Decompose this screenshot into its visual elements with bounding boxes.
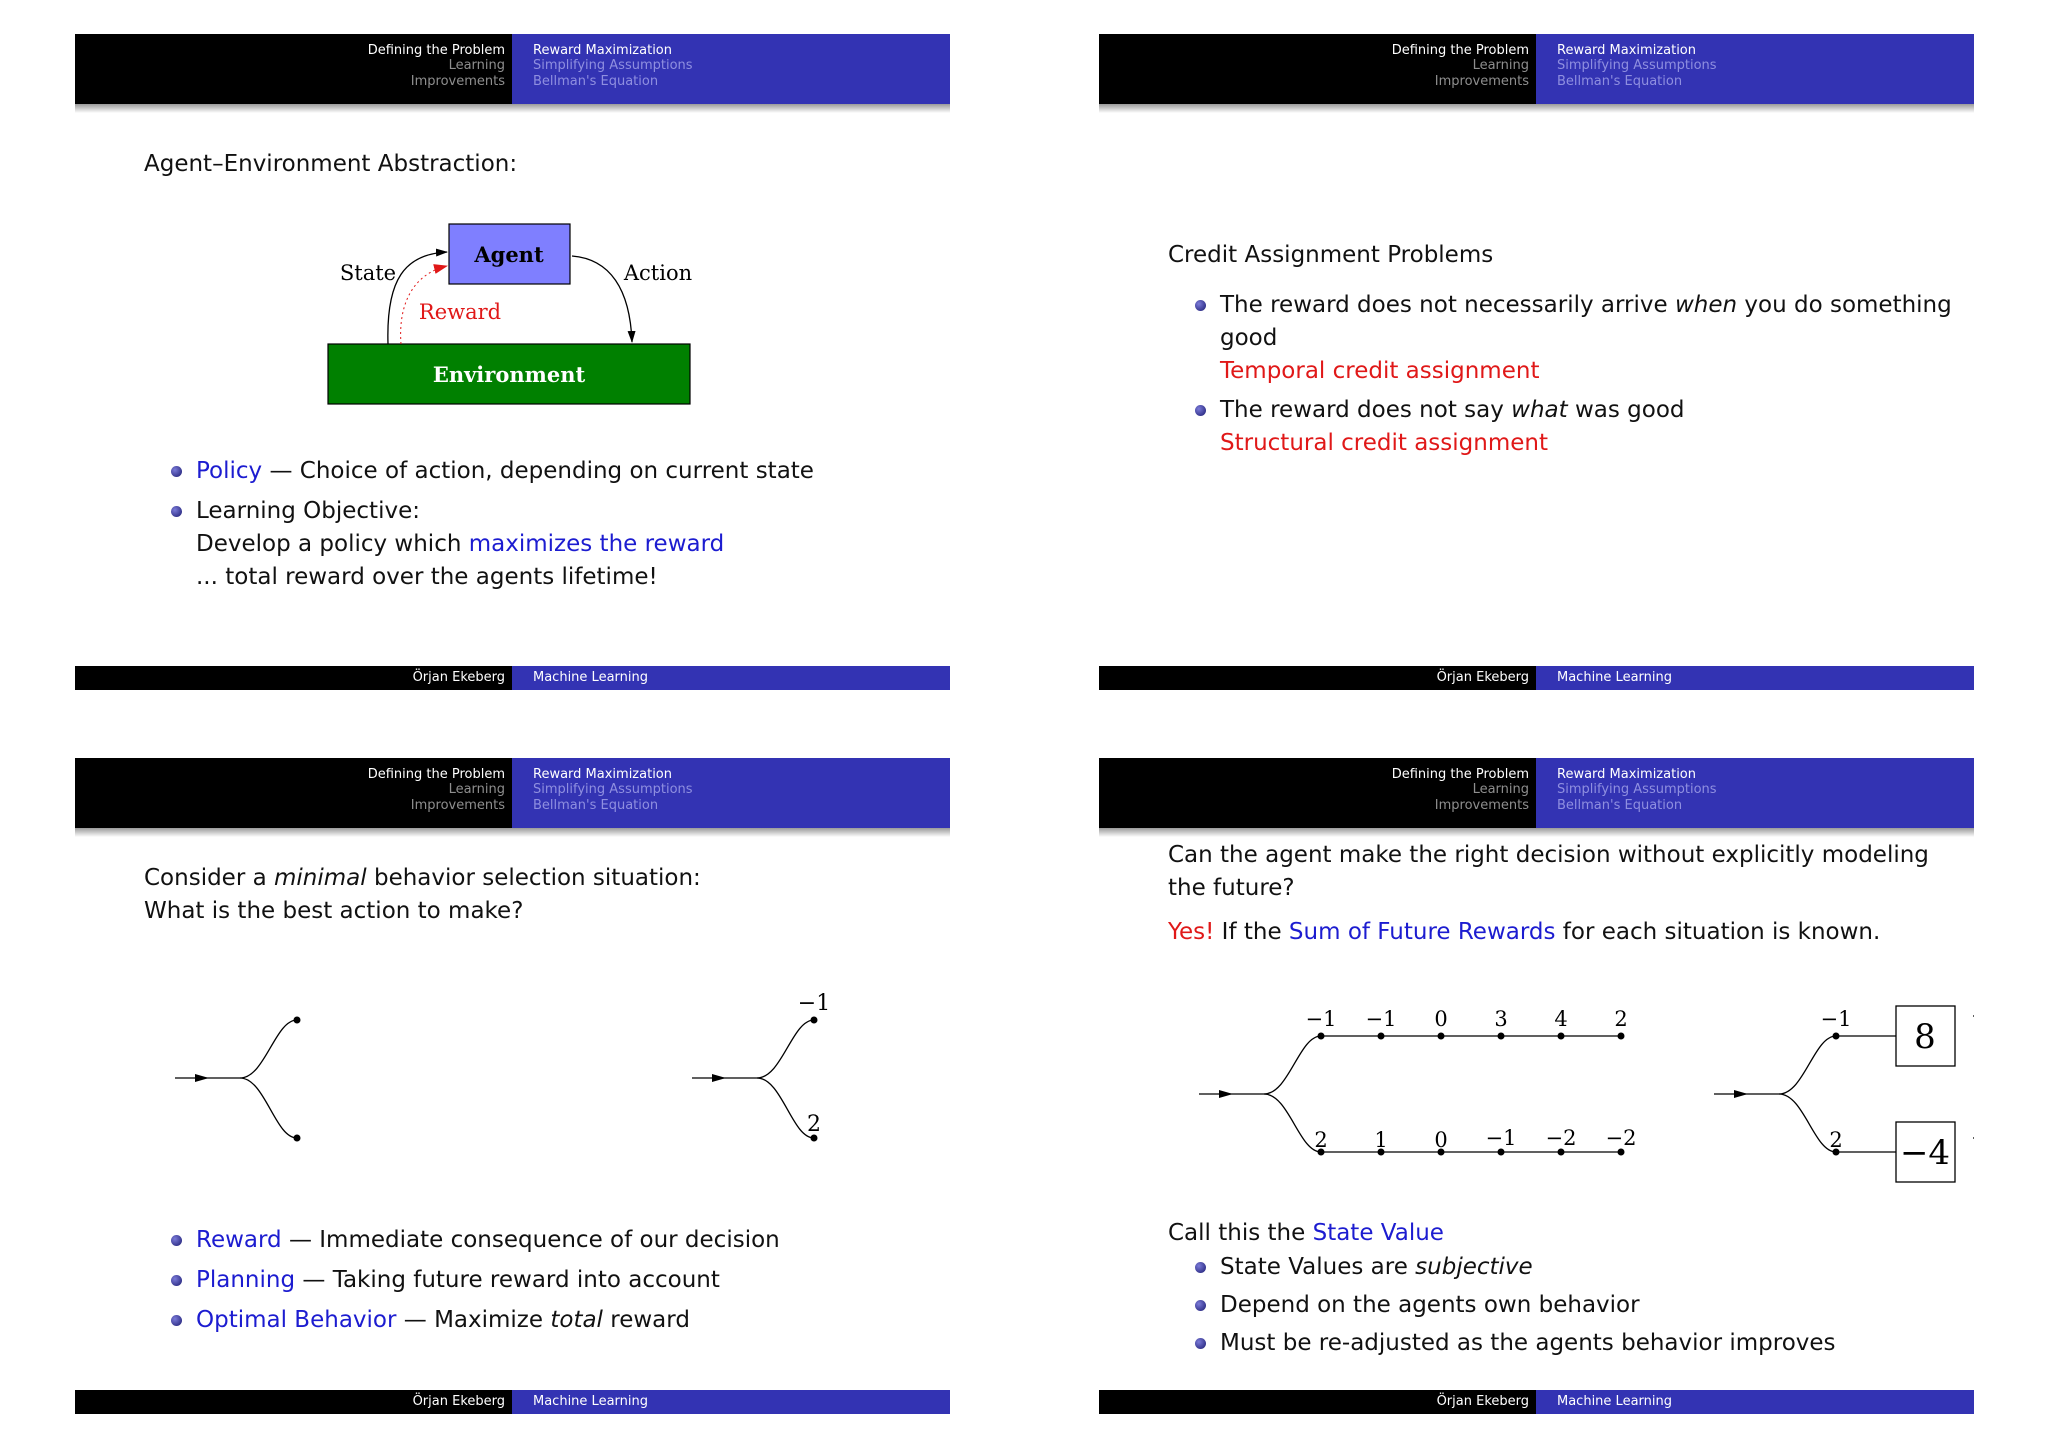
slide-question: What is the best action to make? <box>144 898 524 924</box>
top-seq-value: −1 <box>1365 1007 1397 1031</box>
bullet-icon <box>1195 1338 1206 1349</box>
bullet-icon <box>171 1275 182 1286</box>
state-label: State <box>339 261 397 285</box>
reward-top-value: −1 <box>797 991 831 1016</box>
footer-author: Örjan Ekeberg <box>412 670 505 685</box>
branch-tree-unlabeled <box>175 1017 301 1142</box>
state-value-top: 8 <box>1914 1017 1936 1057</box>
nav-section-learning[interactable]: Learning <box>448 782 505 797</box>
nav-section-defining[interactable]: Defining the Problem <box>367 43 505 58</box>
footer-author: Örjan Ekeberg <box>412 1394 505 1409</box>
objective-note: ... total reward over the agents lifetime! <box>196 564 658 590</box>
footer-course: Machine Learning <box>1557 670 1672 685</box>
bullet-optimal: Optimal Behavior — Maximize total reward <box>196 1307 690 1333</box>
slide-question-line2: the future? <box>1168 875 1295 901</box>
nav-subsection-assumptions[interactable]: Simplifying Assumptions <box>1557 782 1717 797</box>
bullet-temporal-cont: good <box>1220 325 1278 351</box>
nav-subsection-bellman[interactable]: Bellman's Equation <box>533 74 659 89</box>
top-seq-value: 4 <box>1554 1007 1568 1031</box>
slide-footer <box>75 666 950 690</box>
slide-footer <box>75 1390 950 1414</box>
bullet-learning-objective: Learning Objective: <box>196 498 420 524</box>
bullet-depends: Depend on the agents own behavior <box>1220 1292 1640 1318</box>
footer-course: Machine Learning <box>1557 1394 1672 1409</box>
slide-agent-environment <box>75 34 950 690</box>
bullet-icon <box>171 506 182 517</box>
nav-section-defining[interactable]: Defining the Problem <box>1391 767 1529 782</box>
nav-subsection-reward-max[interactable]: Reward Maximization <box>533 767 673 782</box>
nav-subsection-reward-max[interactable]: Reward Maximization <box>1557 43 1697 58</box>
slide-answer: Yes! If the Sum of Future Rewards for each situation is known. <box>1168 919 1881 945</box>
nav-section-improvements[interactable]: Improvements <box>410 798 505 813</box>
footer-course: Machine Learning <box>533 670 648 685</box>
footer-author: Örjan Ekeberg <box>1436 1394 1529 1409</box>
slide-credit-assignment <box>1099 34 1974 690</box>
bottom-seq-value: 2 <box>1314 1128 1328 1152</box>
nav-section-learning[interactable]: Learning <box>448 58 505 73</box>
slide-header <box>1099 34 1974 104</box>
reward-bottom-value: 2 <box>807 1112 821 1137</box>
state-value-definition: Call this the State Value <box>1168 1220 1444 1246</box>
bottom-seq-value: −2 <box>1545 1126 1577 1150</box>
top-seq-value: −1 <box>1305 1007 1337 1031</box>
bullet-icon <box>1195 405 1206 416</box>
top-seq-value: 2 <box>1614 1007 1628 1031</box>
nav-section-learning[interactable]: Learning <box>1472 58 1529 73</box>
footer-course: Machine Learning <box>533 1394 648 1409</box>
bullet-temporal: The reward does not necessarily arrive when you do something <box>1220 292 1952 318</box>
nav-subsection-assumptions[interactable]: Simplifying Assumptions <box>533 782 693 797</box>
state-arrow <box>388 252 447 344</box>
nav-subsection-reward-max[interactable]: Reward Maximization <box>1557 767 1697 782</box>
objective-line: Develop a policy which maximizes the reward <box>196 531 725 557</box>
action-label: Action <box>623 261 693 285</box>
nav-section-learning[interactable]: Learning <box>1472 782 1529 797</box>
nav-subsection-bellman[interactable]: Bellman's Equation <box>1557 74 1683 89</box>
reward-sequence-tree <box>1199 1007 1636 1156</box>
bottom-seq-value: 1 <box>1374 1128 1388 1152</box>
nav-subsection-assumptions[interactable]: Simplifying Assumptions <box>1557 58 1717 73</box>
slide-minimal-behavior <box>75 758 950 1414</box>
nav-section-defining[interactable]: Defining the Problem <box>1391 43 1529 58</box>
top-seq-value: 3 <box>1494 1007 1508 1031</box>
temporal-credit-label: Temporal credit assignment <box>1220 358 1540 384</box>
slide-title: Consider a minimal behavior selection situation: <box>144 865 701 891</box>
bottom-seq-value: 0 <box>1434 1128 1448 1152</box>
structural-credit-label: Structural credit assignment <box>1220 430 1548 456</box>
bullet-structural: The reward does not say what was good <box>1220 397 1685 423</box>
slide-question-line1: Can the agent make the right decision without explicitly modeling <box>1168 842 1929 868</box>
bullet-subjective: State Values are subjective <box>1220 1254 1533 1280</box>
state-value-bottom: −4 <box>1899 1133 1951 1173</box>
bullet-reward: Reward — Immediate consequence of our decision <box>196 1227 780 1253</box>
branch-tree-with-rewards <box>692 991 830 1142</box>
environment-label: Environment <box>432 362 586 387</box>
slide-state-value <box>1099 758 2011 1414</box>
slide-title: Agent–Environment Abstraction: <box>144 151 518 177</box>
bullet-icon <box>171 466 182 477</box>
bullet-icon <box>1195 1300 1206 1311</box>
bullet-icon <box>1195 300 1206 311</box>
bullet-icon <box>171 1235 182 1246</box>
footer-author: Örjan Ekeberg <box>1436 670 1529 685</box>
nav-section-improvements[interactable]: Improvements <box>1434 798 1529 813</box>
agent-label: Agent <box>474 242 544 267</box>
bullet-planning: Planning — Taking future reward into account <box>196 1267 720 1293</box>
nav-section-defining[interactable]: Defining the Problem <box>367 767 505 782</box>
state-value-tree: −1 2 8 −4 3 −1 <box>1714 991 1974 1182</box>
nav-subsection-bellman[interactable]: Bellman's Equation <box>1557 798 1683 813</box>
right-top-reward: −1 <box>1820 1007 1852 1031</box>
bullet-icon <box>1195 1262 1206 1273</box>
reward-label: Reward <box>418 300 502 324</box>
nav-section-improvements[interactable]: Improvements <box>1434 74 1529 89</box>
bottom-seq-value: −1 <box>1485 1126 1517 1150</box>
bullet-icon <box>171 1315 182 1326</box>
nav-section-improvements[interactable]: Improvements <box>410 74 505 89</box>
slide-title: Credit Assignment Problems <box>1168 242 1494 268</box>
nav-subsection-assumptions[interactable]: Simplifying Assumptions <box>533 58 693 73</box>
bottom-seq-value: −2 <box>1605 1126 1637 1150</box>
slide-footer <box>1099 666 1974 690</box>
bullet-policy: Policy — Choice of action, depending on current state <box>196 458 814 484</box>
right-bottom-reward: 2 <box>1829 1128 1843 1152</box>
nav-subsection-bellman[interactable]: Bellman's Equation <box>533 798 659 813</box>
nav-subsection-reward-max[interactable]: Reward Maximization <box>533 43 673 58</box>
slide-footer <box>1099 1390 1974 1414</box>
top-seq-value: 0 <box>1434 1007 1448 1031</box>
bullet-readjust: Must be re-adjusted as the agents behavior improves <box>1220 1330 1836 1356</box>
